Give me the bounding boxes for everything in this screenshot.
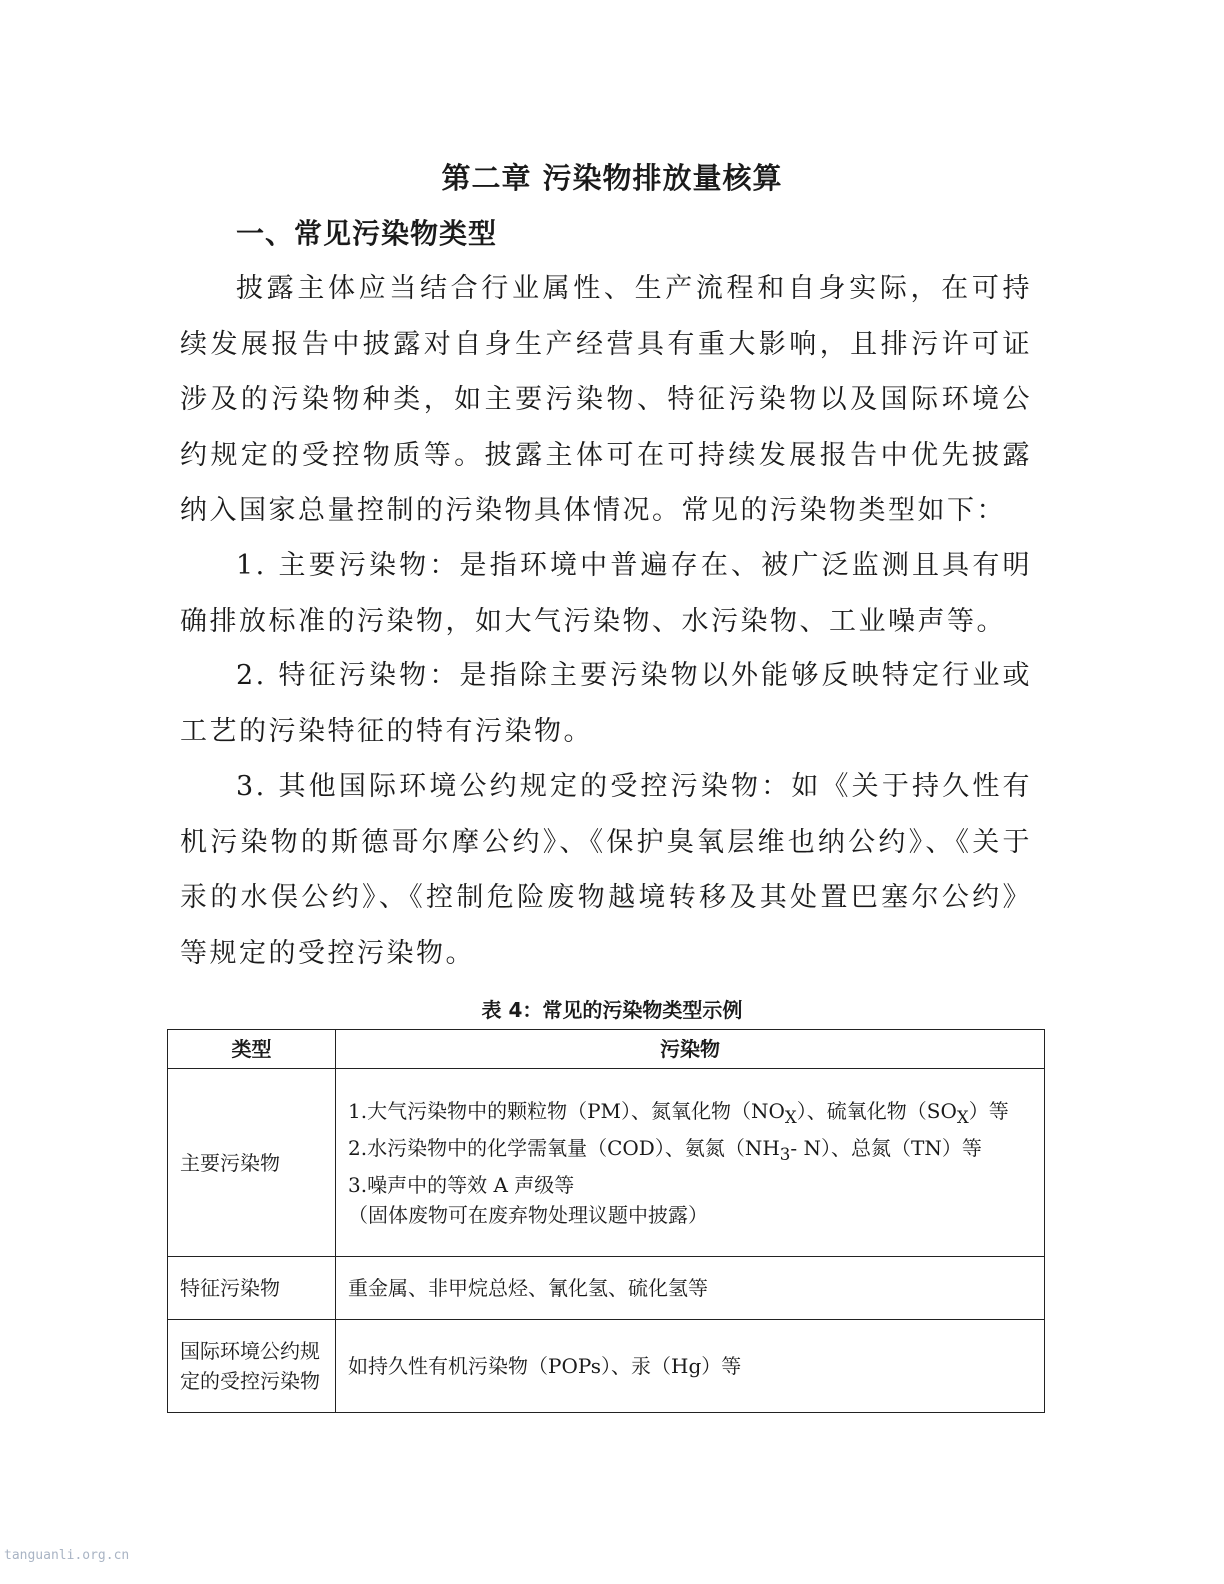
table-row (168, 1320, 1045, 1413)
text-segment: 1.大气污染物中的颗粒物（PM）、氮氧化物（NO (348, 1098, 785, 1123)
subscript: X (784, 1107, 797, 1127)
text-segment: - N）、总氮（TN）等 (790, 1135, 982, 1160)
type-cell: 主要污染物 (168, 1069, 336, 1257)
chapter-title: 第二章 污染物排放量核算 (441, 161, 783, 195)
text-segment: ）等 (968, 1098, 1009, 1123)
pollutants-cell: 重金属、非甲烷总烃、氰化氢、硫化氢等 (336, 1257, 1045, 1320)
pollutants-cell (336, 1069, 1045, 1257)
subscript: 3 (779, 1144, 791, 1164)
air-pollutants-line (348, 1096, 1034, 1133)
water-pollutants-line (348, 1133, 1034, 1170)
pollutants-cell: 如持久性有机污染物（POPs）、汞（Hg）等 (336, 1320, 1045, 1413)
pollutant-types-table (167, 1029, 1045, 1413)
subscript: X (956, 1107, 969, 1127)
text-segment: ）、硫氧化物（SO (796, 1098, 957, 1123)
solid-waste-note: （固体废物可在废弃物处理议题中披露） (348, 1202, 708, 1227)
header-pollutants: 污染物 (336, 1030, 1045, 1069)
table-row (168, 1257, 1045, 1320)
text-segment: 2.水污染物中的化学需氧量（COD）、氨氮（NH (348, 1135, 780, 1160)
type-cell: 国际环境公约规定的受控污染物 (168, 1320, 336, 1413)
list-item-major-pollutants: 1. 主要污染物：是指环境中普遍存在、被广泛监测且具有明确排放标准的污染物，如大气污染物、水污染物、工业噪声等。 (180, 550, 1032, 637)
intro-paragraph: 披露主体应当结合行业属性、生产流程和自身实际，在可持续发展报告中披露对自身生产经营具有重大影响，且排污许可证涉及的污染物种类，如主要污染物、特征污染物以及国际环境公约规定的受控物质等。披露主体可在可持续发展报告中优先披露纳入国家总量控制的污染物具体情况。常见的污染物类型如下： (180, 273, 1032, 526)
list-item-characteristic-pollutants: 2. 特征污染物：是指除主要污染物以外能够反映特定行业或工艺的污染特征的特有污染物。 (180, 660, 1032, 747)
table-caption: 表 4：常见的污染物类型示例 (481, 998, 743, 1022)
noise-line: 3.噪声中的等效 A 声级等 (348, 1172, 575, 1197)
watermark: tanguanli.org.cn (4, 1548, 130, 1563)
section-heading: 一、常见污染物类型 (236, 217, 498, 250)
table-row (168, 1069, 1045, 1257)
list-item-convention-pollutants: 3. 其他国际环境公约规定的受控污染物：如《关于持久性有机污染物的斯德哥尔摩公约》、《保护臭氧层维也纳公约》、《关于汞的水俣公约》、《控制危险废物越境转移及其处置巴塞尔公约》等规定的受控污染物。 (180, 771, 1032, 969)
header-type: 类型 (168, 1030, 336, 1069)
type-cell: 特征污染物 (168, 1257, 336, 1320)
table-header-row (168, 1030, 1045, 1069)
